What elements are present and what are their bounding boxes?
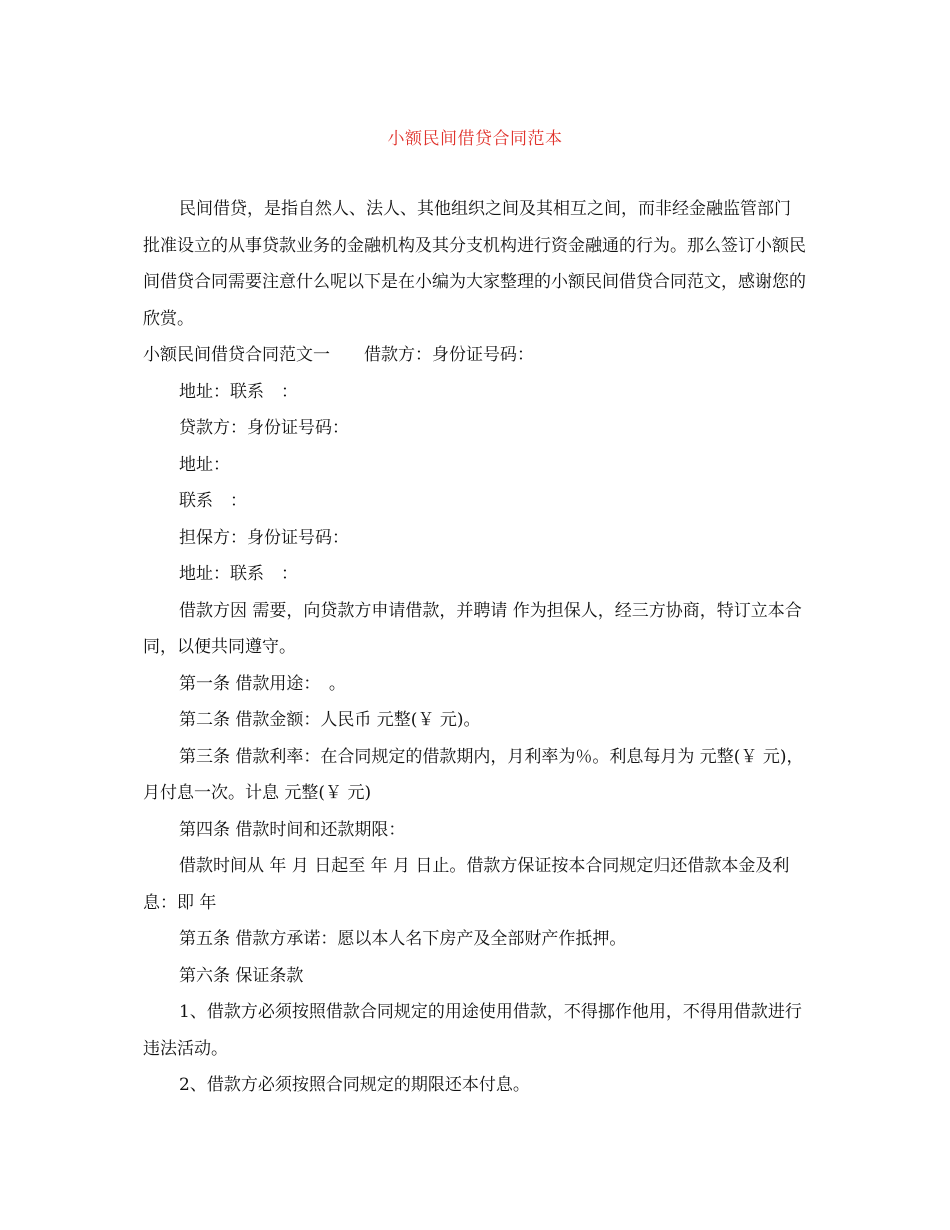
article-6-item-2: 2、借款方必须按照合同规定的期限还本付息。	[179, 1075, 530, 1095]
article-6-item-1: 1、借款方必须按照借款合同规定的用途使用借款，不得挪作他用，不得用借款进行违法活动。	[143, 1002, 802, 1059]
article-2: 第二条 借款金额：人民币 元整(￥ 元)。	[179, 710, 481, 730]
article-4-detail: 借款时间从 年 月 日起至 年 月 日止。借款方保证按本合同规定归还借款本金及利息：即 年	[143, 856, 790, 913]
borrower-address-line: 地址：联系 ：	[179, 381, 298, 402]
article-1: 第一条 借款用途： 。	[179, 673, 346, 694]
lender-line: 贷款方：身份证号码：	[179, 418, 349, 438]
intro-paragraph: 民间借贷，是指自然人、法人、其他组织之间及其相互之间，而非经金融监管部门批准设立的从事贷款业务的金融机构及其分支机构进行资金融通的行为。那么签订小额民间借贷合同需要注意什么呢以下是在小编为大家整理的小额民间借贷合同范文，感谢您的欣赏。	[143, 199, 806, 329]
document-body	[143, 191, 807, 1104]
lender-address-line: 地址：	[179, 454, 230, 475]
guarantor-address-line: 地址：联系 ：	[179, 564, 298, 584]
article-4: 第四条 借款时间和还款期限：	[179, 819, 406, 840]
article-6: 第六条 保证条款	[179, 965, 304, 986]
article-5: 第五条 借款方承诺：愿以本人名下房产及全部财产作抵押。	[179, 929, 627, 949]
guarantor-line: 担保方：身份证号码：	[179, 527, 349, 548]
article-3: 第三条 借款利率：在合同规定的借款期内，月利率为％。利息每月为 元整(￥ 元)，月付息一次。计息 元整(￥ 元)	[143, 746, 804, 803]
lender-contact-line: 联系 ：	[179, 491, 247, 511]
purpose-paragraph: 借款方因 需要，向贷款方申请借款，并聘请 作为担保人，经三方协商，特订立本合同，以便共同遵守。	[143, 600, 802, 657]
contract-heading-line: 小额民间借贷合同范文一 借款方：身份证号码：	[143, 345, 534, 365]
document-title: 小额民间借贷合同范本	[387, 129, 563, 149]
